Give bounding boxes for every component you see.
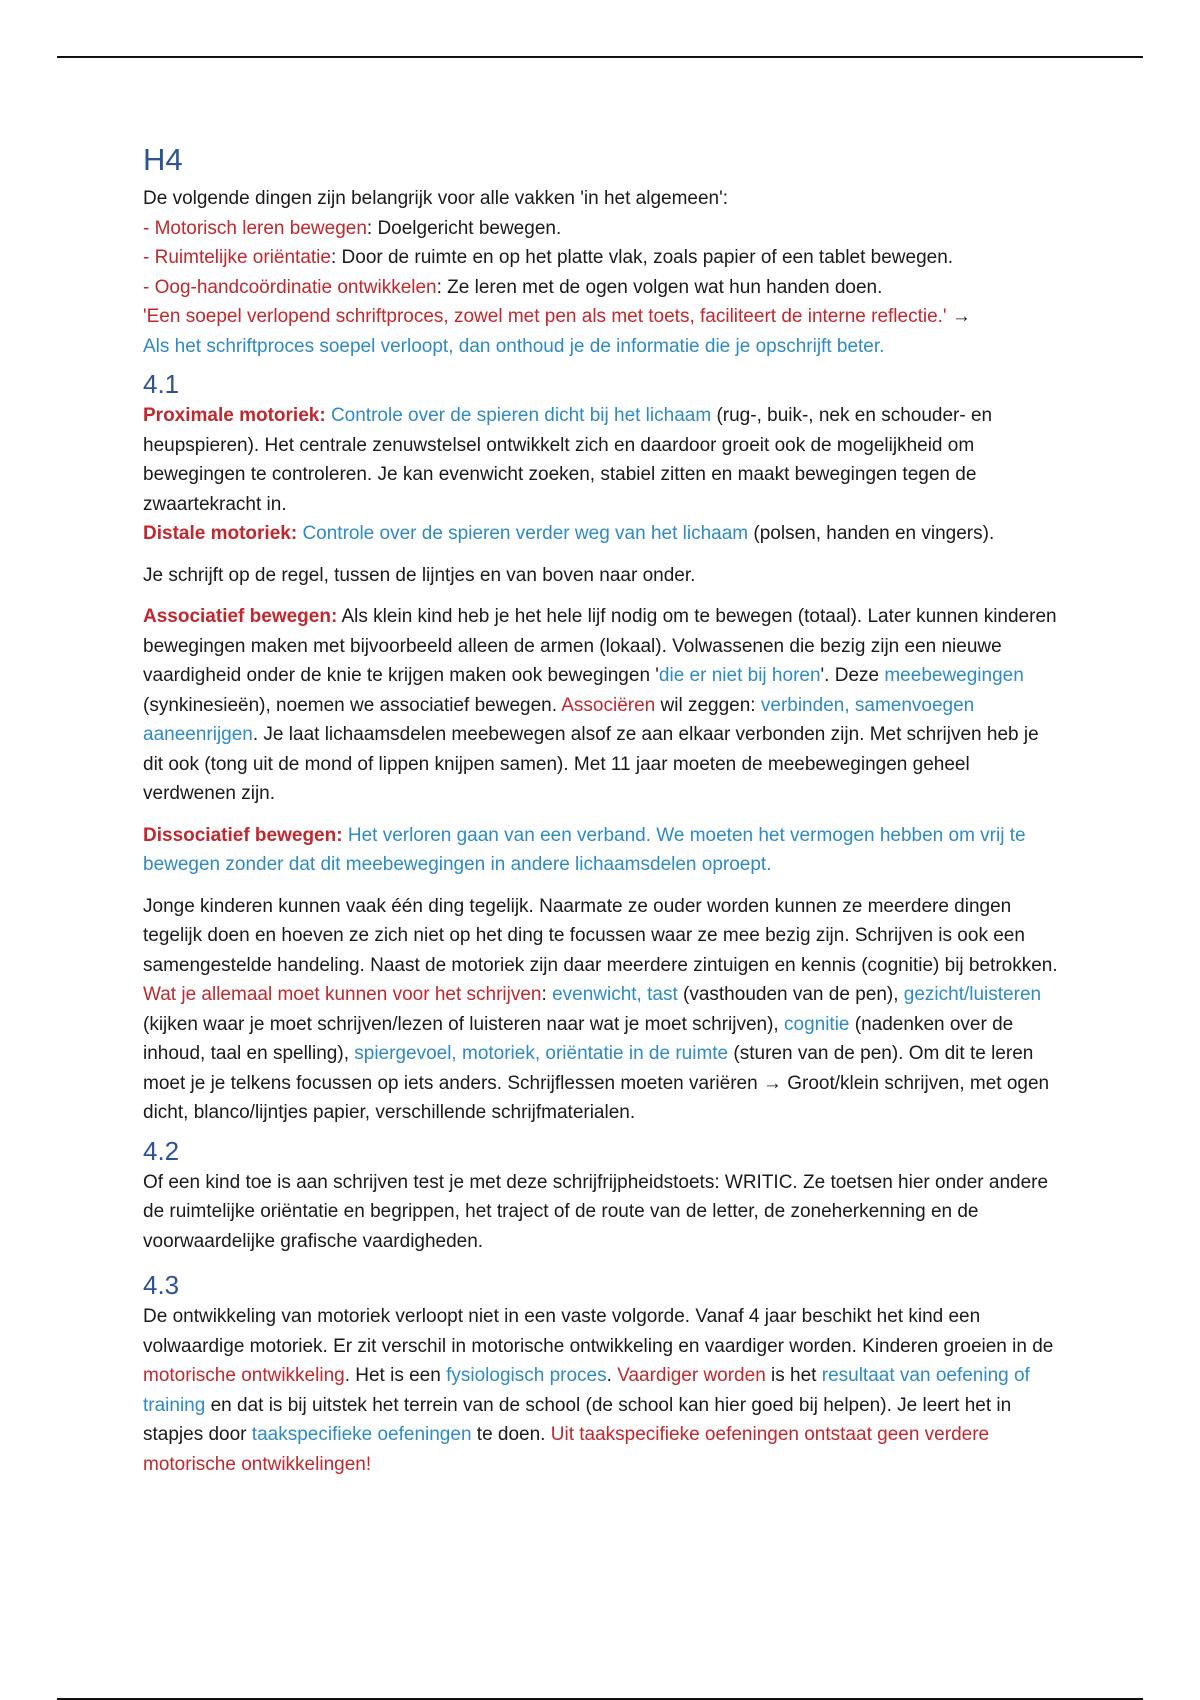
body-text: : [541, 984, 553, 1005]
term-associatief: Associatief bewegen: [143, 606, 338, 627]
regel-paragraph: Je schrijft op de regel, tussen de lijntjes en van boven naar onder. [143, 564, 696, 586]
jonge-kinderen-paragraph [143, 892, 1063, 1128]
body-text: en dat is bij uitstek het terrein van de school (de school kan hier goed bij helpen). Je leert het in stapjes door [143, 1394, 1012, 1445]
body-text: . Het is een [344, 1365, 447, 1386]
writic-paragraph: Of een kind toe is aan schrijven test je met deze schrijfrijpheidstoets: WRITIC. Ze toetsen hier onder andere de ruimtelijke oriëntatie en begrippen, het traject of de route van de letter, de zoneherkenning en de voorwaardelijke grafische vaardigheden. [143, 1171, 1049, 1252]
proximal-paragraph [143, 401, 1063, 519]
body-text: (sturen van de pen). Om dit te leren moet je je telkens focussen op iets anders. Schrijflessen moeten variëren → Groot/klein schrijven, met ogen dicht, blanco/lijntjes papier, verschillende schrijfmaterialen. [143, 1043, 1050, 1123]
list-term: - Oog-handcoördinatie ontwikkelen [143, 276, 437, 298]
list-term: - Motorisch leren bewegen [143, 217, 367, 239]
term-proximale: Proximale motoriek: [143, 405, 326, 426]
highlight: Vaardiger worden [617, 1365, 766, 1386]
highlight: Uit taakspecifieke oefeningen ontstaat geen verdere motorische ontwikkelingen! [143, 1424, 990, 1475]
definition: Controle over de spieren verder weg van het lichaam [302, 523, 749, 544]
quote-explanation: Als het schriftproces soepel verloopt, dan onthoud je de informatie die je opschrijft beter. [143, 335, 885, 357]
body-text: (nadenken over de inhoud, taal en spelling), [143, 1013, 1014, 1064]
highlight: resultaat van oefening of training [143, 1365, 1030, 1416]
intro-text: De volgende dingen zijn belangrijk voor alle vakken 'in het algemeen': [143, 188, 729, 209]
definition: Controle over de spieren dicht bij het lichaam [330, 405, 712, 426]
body-text: . [606, 1365, 618, 1386]
highlight: Wat je allemaal moet kunnen voor het schrijven [143, 984, 542, 1005]
highlight: verbinden, samenvoegen aaneenrijgen [143, 694, 975, 745]
body-text: (kijken waar je moet schrijven/lezen of luisteren naar wat je moet schrijven), [143, 1013, 784, 1035]
list-desc: : Ze leren met de ogen volgen wat hun handen doen. [436, 276, 883, 298]
highlight: Associëren [561, 694, 656, 716]
list-item [143, 214, 1063, 244]
highlight: spiergevoel, motoriek, oriëntatie in de ruimte [354, 1043, 729, 1064]
list-desc: : Door de ruimte en op het platte vlak, zoals papier of een tablet bewegen. [330, 247, 954, 268]
body-text: Jonge kinderen kunnen vaak één ding tegelijk. Naarmate ze ouder worden kunnen ze meerdere dingen tegelijk doen en hoeven ze zich niet op het ding te focussen waar ze mee bezig zijn. Schrijven is ook een samengestelde handeling. Naast de motoriek zijn daar meerdere zintuigen en kennis (cognitie) bij betrokken. [143, 895, 1058, 976]
list-item [143, 273, 1063, 303]
header-rule [57, 56, 1143, 58]
quote-text: 'Een soepel verlopend schriftproces, zowel met pen als met toets, faciliteert de interne reflectie.' [143, 306, 947, 327]
definition: Het verloren gaan van een verband. We moeten het vermogen hebben om vrij te bewegen zonder dat dit meebewegingen in andere lichaamsdelen oproept. [143, 824, 1026, 875]
section-title-4-3: 4.3 [143, 1270, 180, 1300]
list-desc: : Doelgericht bewegen. [366, 217, 562, 239]
body-text: te doen. [471, 1424, 551, 1445]
highlight: gezicht/luisteren [903, 984, 1042, 1005]
term-dissociatief: Dissociatief bewegen: [143, 824, 343, 846]
document-page [143, 138, 1063, 1479]
highlight: cognitie [784, 1013, 850, 1035]
body-text: '. Deze [820, 665, 885, 686]
body-text: . Je laat lichaamsdelen meebewegen alsof ze aan elkaar verbonden zijn. Met schrijven heb je dit ook (tong uit de mond of lippen knijpen samen). Met 11 jaar moeten de meebewegingen geheel verdwenen zijn. [143, 724, 1039, 804]
list-item [143, 243, 1063, 273]
chapter-title: H4 [143, 142, 183, 177]
highlight: meebewegingen [884, 665, 1024, 686]
section-title-4-2: 4.2 [143, 1135, 180, 1166]
body-text: wil zeggen: [655, 694, 761, 716]
highlight: taakspecifieke oefeningen [251, 1424, 472, 1445]
highlight: fysiologisch proces [446, 1365, 607, 1386]
list-term: - Ruimtelijke oriëntatie [143, 247, 331, 268]
body-text: De ontwikkeling van motoriek verloopt niet in een vaste volgorde. Vanaf 4 jaar beschikt het kind een volwaardige motoriek. Er zit verschil in motorische ontwikkeling en vaardiger worden. Kinderen groeien in de [143, 1306, 1054, 1357]
body-text: (synkinesieën), noemen we associatief bewegen. [143, 694, 562, 716]
body-text: Als klein kind heb je het hele lijf nodig om te bewegen (totaal). Later kunnen kinderen bewegingen maken met bijvoorbeeld alleen de armen (lokaal). Volwassenen die bezig zijn een nieuwe vaardigheid onder de knie te krijgen maken ook bewegingen ' [143, 606, 1057, 686]
body-text: (vasthouden van de pen), [677, 984, 904, 1005]
quote-paragraph [143, 302, 1063, 361]
body-text: is het [765, 1365, 822, 1386]
term-distale: Distale motoriek: [143, 523, 298, 544]
arrow-glyph: → [946, 306, 971, 327]
dissociatief-paragraph [143, 821, 1063, 880]
body-text: (rug-, buik-, nek en schouder- en heupspieren). Het centrale zenuwstelsel ontwikkelt zich en daardoor groeit ook de mogelijkheid om bewegingen te controleren. Je kan evenwicht zoeken, stabiel zitten en maakt bewegingen tegen de zwaartekracht in. [143, 405, 993, 515]
highlight: motorische ontwikkeling [143, 1365, 345, 1386]
ontwikkeling-paragraph [143, 1302, 1063, 1479]
associatief-paragraph [143, 602, 1063, 809]
highlight: die er niet bij horen [658, 665, 821, 686]
section-title-4-1: 4.1 [143, 369, 180, 399]
highlight: evenwicht, tast [552, 984, 678, 1005]
distal-paragraph [143, 519, 1063, 549]
body-text: (polsen, handen en vingers). [748, 523, 995, 544]
